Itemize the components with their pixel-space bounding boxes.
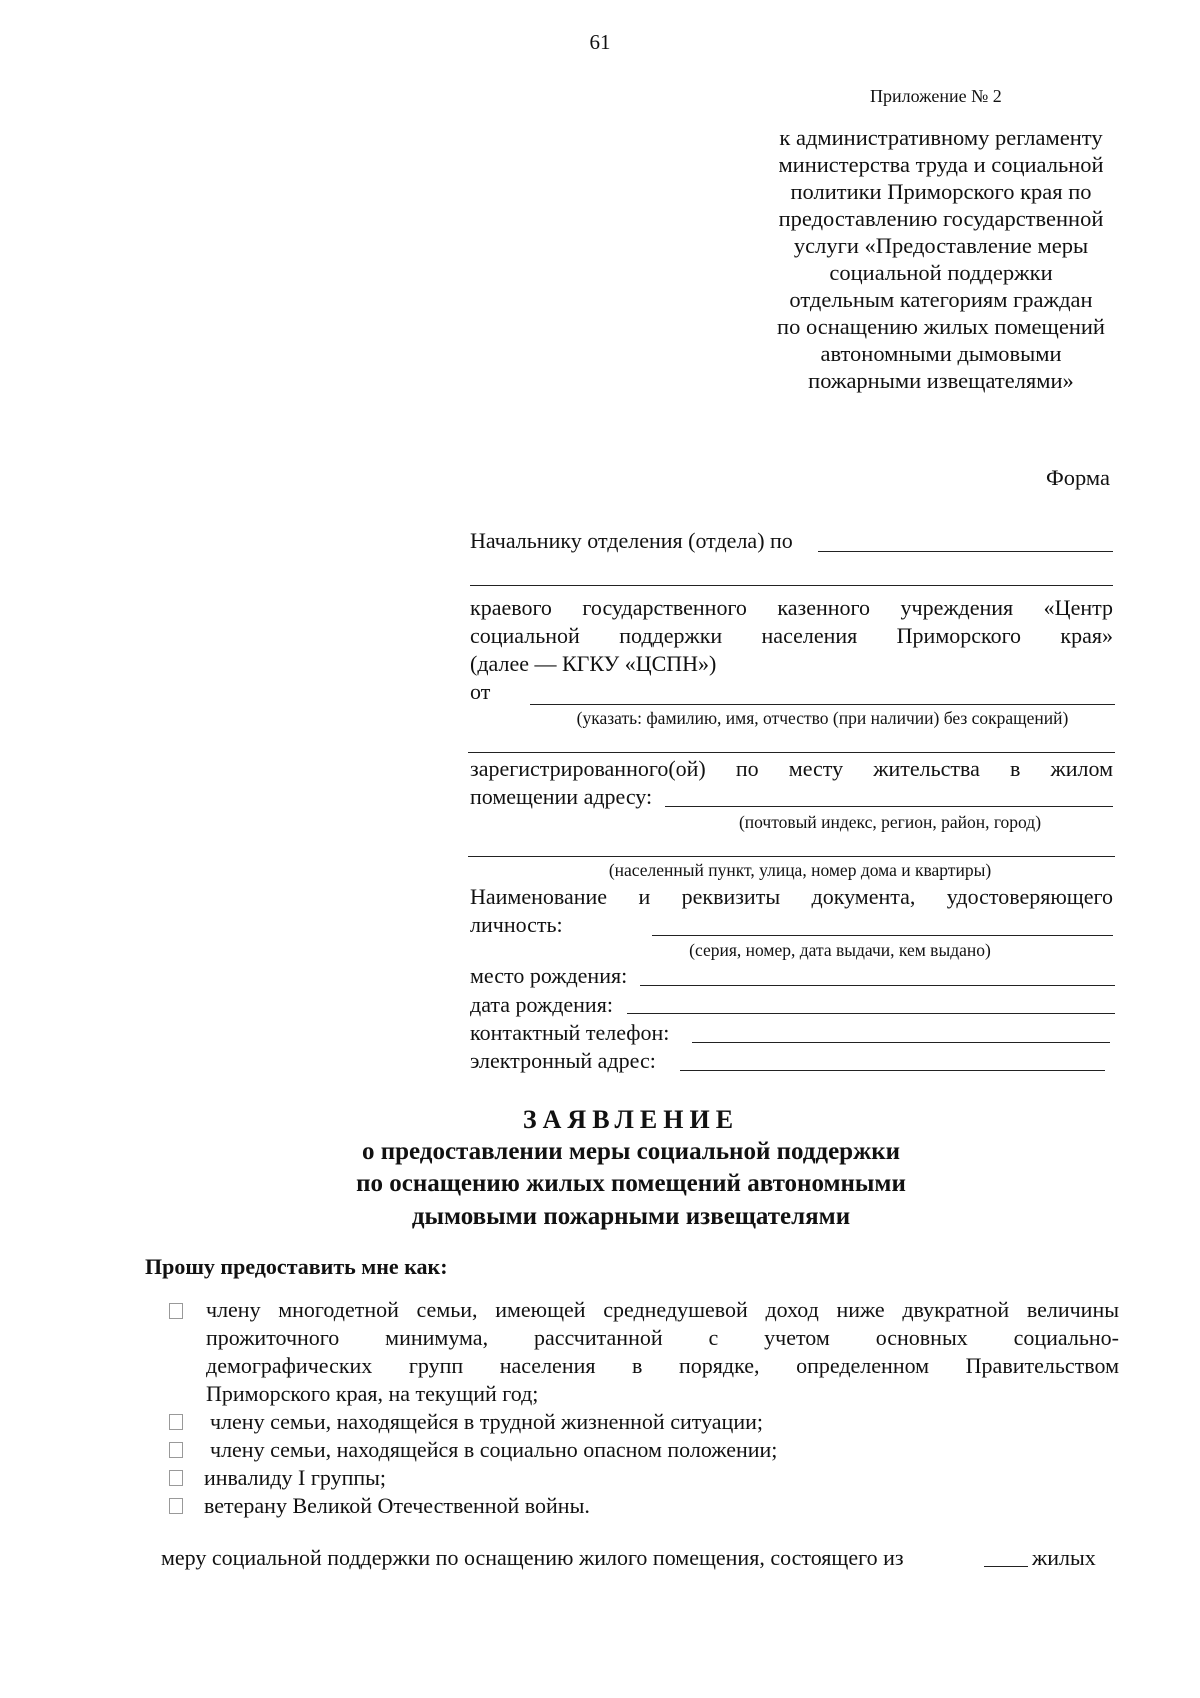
appendix-number: Приложение № 2 — [870, 86, 1002, 106]
address-field[interactable] — [665, 806, 1113, 807]
document-subtitle-line-2: по оснащению жилых помещений автономными — [356, 1170, 906, 1197]
phone-label: контактный телефон: — [470, 1020, 670, 1045]
page-number: 61 — [589, 30, 611, 54]
address-caption-1: (почтовый индекс, регион, район, город) — [738, 812, 1042, 832]
option-4-checkbox[interactable] — [169, 1470, 183, 1486]
registered-line-2: помещении адресу: — [470, 784, 653, 809]
applicant-name-caption: (указать: фамилию, имя, отчество (при наличии) без сокращений) — [576, 708, 1069, 728]
appendix-line: услуги «Предоставление меры — [793, 233, 1089, 258]
address-field-continued[interactable] — [468, 856, 1115, 857]
option-1-line-1: члену многодетной семьи, имеющей среднедушевой доход ниже двукратной величины — [206, 1297, 1119, 1322]
appendix-line: предоставлению государственной — [778, 206, 1104, 231]
id-document-line-1: Наименование и реквизиты документа, удостоверяющего — [470, 884, 1113, 909]
birth-place-field[interactable] — [640, 985, 1115, 986]
applicant-name-field[interactable] — [530, 704, 1115, 705]
registered-line-1: зарегистрированного(ой) по месту жительства в жилом — [470, 756, 1113, 781]
document-subtitle-line-1: о предоставлении меры социальной поддержки — [361, 1138, 901, 1165]
option-4-label: инвалиду I группы; — [204, 1465, 387, 1490]
from-label: от — [470, 679, 491, 704]
appendix-description — [756, 124, 1126, 394]
option-2-label: члену семьи, находящейся в трудной жизненной ситуации; — [210, 1409, 763, 1434]
birth-date-label: дата рождения: — [470, 992, 613, 1017]
appendix-line: политики Приморского края по — [790, 179, 1092, 204]
option-1-line-3: демографических групп населения в порядке, определенном Правительством — [206, 1353, 1119, 1378]
option-5-label: ветерану Великой Отечественной войны. — [204, 1493, 590, 1518]
appendix-line: по оснащению жилых помещений — [777, 314, 1105, 339]
id-document-field[interactable] — [652, 935, 1113, 936]
institution-line-2: социальной поддержки населения Приморского края» — [470, 623, 1113, 648]
option-1-line-2: прожиточного минимума, рассчитанной с учетом основных социально- — [206, 1325, 1119, 1350]
option-5-checkbox[interactable] — [169, 1498, 183, 1514]
request-label: Прошу предоставить мне как: — [145, 1254, 448, 1279]
id-document-caption: (серия, номер, дата выдачи, кем выдано) — [689, 940, 991, 960]
department-field-continued[interactable] — [470, 585, 1113, 586]
institution-line-3: (далее — КГКУ «ЦСПН») — [470, 651, 717, 676]
option-2-checkbox[interactable] — [169, 1414, 183, 1430]
appendix-line: к административному регламенту — [779, 125, 1103, 150]
address-caption-2: (населенный пункт, улица, номер дома и квартиры) — [608, 860, 992, 880]
appendix-line: автономными дымовыми — [820, 341, 1062, 366]
appendix-line: отдельным категориям граждан — [789, 287, 1093, 312]
appendix-line: социальной поддержки — [829, 260, 1053, 285]
option-3-label: члену семьи, находящейся в социально опасном положении; — [210, 1437, 778, 1462]
to-head-label: Начальнику отделения (отдела) по — [470, 528, 793, 553]
email-label: электронный адрес: — [470, 1048, 656, 1073]
option-1-line-4: Приморского края, на текущий год; — [206, 1381, 539, 1406]
appendix-line: пожарными извещателями» — [808, 368, 1074, 393]
birth-date-field[interactable] — [627, 1013, 1115, 1014]
option-1-checkbox[interactable] — [169, 1303, 183, 1319]
option-3-checkbox[interactable] — [169, 1442, 183, 1458]
birth-place-label: место рождения: — [470, 963, 628, 988]
institution-line-1: краевого государственного казенного учреждения «Центр — [470, 595, 1113, 620]
document-title: ЗАЯВЛЕНИЕ — [522, 1105, 740, 1134]
closing-text-end: жилых — [1032, 1545, 1096, 1570]
rooms-count-field[interactable] — [984, 1566, 1028, 1567]
form-label: Форма — [1046, 465, 1111, 490]
phone-field[interactable] — [692, 1042, 1110, 1043]
applicant-name-field-continued[interactable] — [468, 752, 1115, 753]
closing-text: меру социальной поддержки по оснащению жилого помещения, состоящего из — [161, 1545, 904, 1570]
id-document-line-2: личность: — [470, 912, 563, 937]
email-field[interactable] — [680, 1070, 1105, 1071]
appendix-line: министерства труда и социальной — [778, 152, 1104, 177]
document-subtitle-line-3: дымовыми пожарными извещателями — [411, 1203, 851, 1230]
department-field[interactable] — [818, 551, 1113, 552]
